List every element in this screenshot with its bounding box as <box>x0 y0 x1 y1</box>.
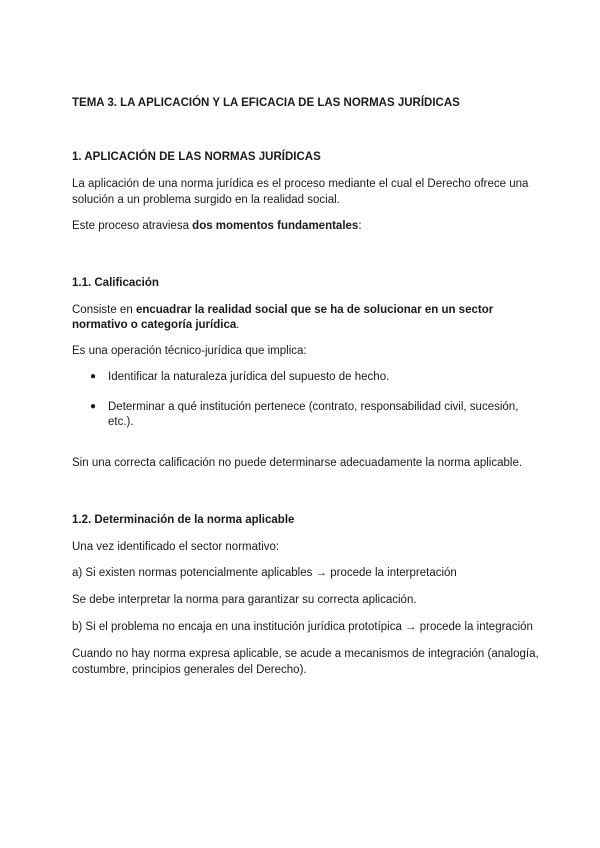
section-1-heading: 1. APLICACIÓN DE LAS NORMAS JURÍDICAS <box>72 151 321 163</box>
definition-prefix: Consiste en <box>72 304 136 316</box>
definition-bold-1: encuadrar la realidad social que se ha de solucionar en un sector <box>135 304 494 316</box>
section-1-2-paragraph-3: Se debe interpretar la norma para garantizar su correcta aplicación. <box>72 594 417 606</box>
section-1-moments-paragraph <box>72 218 362 234</box>
bullet-1-text: Identificar la naturaleza jurídica del supuesto de hecho. <box>108 371 390 383</box>
bullet-2-text-line-2: etc.). <box>108 416 134 428</box>
definition-bold-2: normativo o categoría jurídica <box>72 319 237 331</box>
section-1-1-heading: 1.1. Calificación <box>72 277 159 289</box>
section-1-intro-line-1: La aplicación de una norma jurídica es el proceso mediante el cual el Derecho ofrece una <box>72 178 529 190</box>
section-1-2-paragraph-2: a) Si existen normas potencialmente aplicables → procede la interpretación <box>72 567 457 579</box>
calificacion-definition-line-1 <box>72 302 493 318</box>
section-1-2-paragraph-5-line-1: Cuando no hay norma expresa aplicable, se acude a mecanismos de integración (analogía, <box>72 648 539 660</box>
calificacion-definition-line-2 <box>72 317 239 333</box>
bullet-2-symbol: ● <box>90 401 97 412</box>
section-1-2-heading: 1.2. Determinación de la norma aplicable <box>72 514 295 526</box>
bullet-1-symbol: ● <box>90 371 97 382</box>
section-1-intro-line-2: solución a un problema surgido en la realidad social. <box>72 194 340 206</box>
section-1-2-paragraph-4: b) Si el problema no encaja en una institución jurídica prototípica → procede la integración <box>72 621 533 633</box>
implies-text: Es una operación técnico-jurídica que implica: <box>72 345 307 357</box>
document-title: TEMA 3. LA APLICACIÓN Y LA EFICACIA DE LAS NORMAS JURÍDICAS <box>72 97 460 109</box>
moments-bold: dos momentos fundamentales <box>192 220 359 232</box>
moments-suffix: : <box>358 220 362 232</box>
section-1-2-paragraph-1: Una vez identificado el sector normativo: <box>72 541 280 553</box>
bullet-2-text-line-1: Determinar a qué institución pertenece (contrato, responsabilidad civil, sucesión, <box>108 401 519 413</box>
calificacion-conclusion: Sin una correcta calificación no puede determinarse adecuadamente la norma aplicable. <box>72 457 523 469</box>
definition-suffix: . <box>236 319 240 331</box>
moments-prefix: Este proceso atraviesa <box>72 220 193 232</box>
section-1-2-paragraph-5-line-2: costumbre, principios generales del Derecho). <box>72 664 307 676</box>
